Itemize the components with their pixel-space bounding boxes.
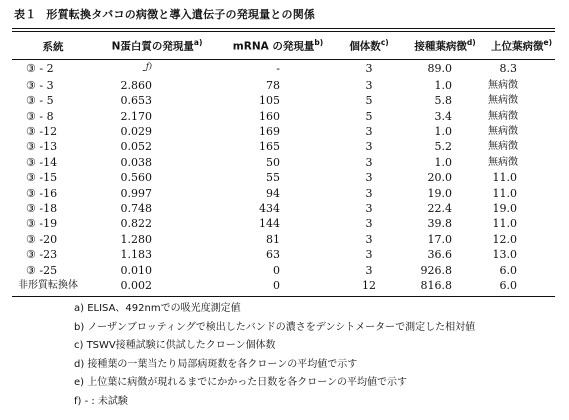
cell-mrna: 144 <box>259 217 280 231</box>
table-row <box>12 108 555 123</box>
cell-line: ③ -16 <box>26 186 58 200</box>
footnotes <box>74 300 475 411</box>
cell-inoculated: 1.0 <box>434 155 452 169</box>
cell-inoculated: 89.0 <box>427 61 452 75</box>
cell-individuals: 5 <box>365 109 373 123</box>
header-mrna: mRNA の発現量$^{b)}$ <box>232 38 324 53</box>
footnote-a: a) ELISA、492nmでの吸光度測定値 <box>74 303 241 314</box>
cell-inoculated: 19.0 <box>427 186 452 200</box>
cell-protein: 0.997 <box>120 186 152 200</box>
cell-inoculated: 20.0 <box>427 171 452 185</box>
cell-individuals: 3 <box>365 232 373 246</box>
cell-upper: 無病徴 <box>488 126 518 138</box>
cell-upper: 12.0 <box>492 232 517 246</box>
cell-inoculated: 926.8 <box>420 263 452 277</box>
cell-protein: 0.002 <box>120 278 152 292</box>
footnote-f: f) - : 未試験 <box>74 395 128 407</box>
cell-inoculated: 36.6 <box>427 248 452 262</box>
bottom-rule <box>12 296 555 297</box>
cell-mrna: 55 <box>266 171 280 185</box>
footnote-d: d) 接種葉の一葉当たり局部病斑数を各クローンの平均値で示す <box>74 358 358 370</box>
cell-protein: 0.038 <box>120 155 152 169</box>
footnote-b: b) ノーザンブロッティングで検出したバンドの濃さをデンシトメーターで測定した相対値 <box>74 321 476 333</box>
footnote-marker: f) <box>145 62 152 71</box>
table-row <box>12 232 555 247</box>
table-title: 形質転換タバコの病徴と導入遺伝子の発現量との関係 <box>46 8 316 21</box>
cell-mrna: 105 <box>259 94 280 108</box>
cell-line: ③ - 3 <box>26 78 54 92</box>
cell-protein: 0.052 <box>120 140 152 154</box>
cell-protein: 0.822 <box>120 217 152 231</box>
table-caption <box>14 6 315 22</box>
cell-protein: 2.170 <box>120 109 152 123</box>
cell-individuals: 3 <box>365 61 373 75</box>
header-inoculated: 接種葉病徴$^{d)}$ <box>414 38 476 53</box>
cell-individuals: 3 <box>365 263 373 277</box>
cell-individuals: 3 <box>365 248 373 262</box>
table-body <box>12 59 555 293</box>
cell-protein: 0.010 <box>120 263 152 277</box>
cell-upper: 8.3 <box>499 61 517 75</box>
cell-upper: 無病徴 <box>488 110 518 122</box>
cell-individuals: 3 <box>365 140 373 154</box>
table-row <box>12 247 555 262</box>
cell-individuals: 3 <box>365 171 373 185</box>
cell-line: ③ -23 <box>26 248 58 262</box>
cell-inoculated: 816.8 <box>420 278 452 292</box>
cell-line: 非形質転換体 <box>18 279 78 291</box>
cell-individuals: 3 <box>365 186 373 200</box>
cell-individuals: 3 <box>365 78 373 92</box>
cell-mrna: 81 <box>266 232 280 246</box>
top-rule <box>12 28 555 29</box>
header-upper: 上位葉病徴$^{e)}$ <box>490 38 552 53</box>
cell-individuals: 12 <box>362 278 376 292</box>
table-row <box>12 278 555 293</box>
cell-line: ③ -13 <box>26 140 58 154</box>
cell-mrna: 434 <box>259 201 280 215</box>
cell-individuals: 5 <box>365 94 373 108</box>
cell-line: ③ -25 <box>26 263 58 277</box>
footnote-e: e) 上位葉に病徴が現れるまでにかかった日数を各クローンの平均値で示す <box>74 377 408 388</box>
cell-mrna: 160 <box>259 109 280 123</box>
cell-individuals: 3 <box>365 155 373 169</box>
cell-mrna: - <box>276 61 280 75</box>
cell-upper: 6.0 <box>499 263 517 277</box>
cell-upper: 無病徴 <box>488 141 518 153</box>
data-table <box>12 33 555 293</box>
cell-protein: -$^{f)}$ <box>142 62 152 77</box>
cell-individuals: 3 <box>365 201 373 215</box>
table-row <box>12 93 555 108</box>
cell-mrna: 0 <box>273 278 280 292</box>
header-protein: N蛋白質の発現量$^{a)}$ <box>111 38 203 53</box>
cell-line: ③ - 8 <box>26 109 54 123</box>
table-row <box>12 262 555 277</box>
cell-mrna: 169 <box>259 125 280 139</box>
header-individuals: 個体数$^{c)}$ <box>349 38 389 53</box>
cell-protein: 2.860 <box>120 78 152 92</box>
cell-individuals: 3 <box>365 125 373 139</box>
cell-line: ③ -14 <box>26 155 58 169</box>
cell-upper: 無病徴 <box>488 156 518 168</box>
cell-upper: 13.0 <box>492 248 517 262</box>
table-row <box>12 155 555 170</box>
table-row <box>12 139 555 154</box>
table-row <box>12 78 555 93</box>
cell-inoculated: 22.4 <box>427 201 452 215</box>
cell-protein: 0.029 <box>120 125 152 139</box>
cell-upper: 11.0 <box>492 186 517 200</box>
cell-inoculated: 17.0 <box>427 232 452 246</box>
table-number: 表１ <box>14 8 37 21</box>
cell-mrna: 94 <box>266 186 280 200</box>
cell-upper: 19.0 <box>492 201 517 215</box>
table-row <box>12 170 555 185</box>
header-line: 系統 <box>42 40 64 53</box>
cell-mrna: 165 <box>259 140 280 154</box>
cell-protein: 1.183 <box>120 248 152 262</box>
cell-line: ③ - 5 <box>26 94 54 108</box>
footnote-c: c) TSWV接種試験に供試したクローン個体数 <box>74 340 276 351</box>
cell-protein: 0.748 <box>120 201 152 215</box>
cell-inoculated: 1.0 <box>434 125 452 139</box>
cell-upper: 6.0 <box>499 278 517 292</box>
cell-line: ③ -18 <box>26 201 58 215</box>
cell-mrna: 63 <box>266 248 280 262</box>
cell-inoculated: 1.0 <box>434 78 452 92</box>
cell-protein: 0.653 <box>120 94 152 108</box>
table-row <box>12 185 555 200</box>
cell-line: ③ -20 <box>26 232 58 246</box>
cell-mrna: 50 <box>266 155 280 169</box>
cell-line: ③ - 2 <box>26 61 54 75</box>
cell-upper: 11.0 <box>492 217 517 231</box>
cell-inoculated: 3.4 <box>434 109 452 123</box>
top-rule-inner <box>12 31 555 32</box>
cell-upper: 無病徴 <box>488 79 518 91</box>
cell-mrna: 0 <box>273 263 280 277</box>
cell-upper: 無病徴 <box>488 95 518 107</box>
cell-inoculated: 5.8 <box>434 94 452 108</box>
table-header-row <box>12 33 555 59</box>
cell-inoculated: 5.2 <box>434 140 452 154</box>
cell-individuals: 3 <box>365 217 373 231</box>
table-row <box>12 59 555 78</box>
cell-line: ③ -12 <box>26 125 58 139</box>
cell-protein: 1.280 <box>120 232 152 246</box>
table-row <box>12 201 555 216</box>
table-row <box>12 216 555 231</box>
cell-protein: 0.560 <box>120 171 152 185</box>
cell-line: ③ -15 <box>26 171 58 185</box>
cell-mrna: 78 <box>266 78 280 92</box>
cell-inoculated: 39.8 <box>427 217 452 231</box>
table-row <box>12 124 555 139</box>
cell-line: ③ -19 <box>26 217 58 231</box>
cell-upper: 11.0 <box>492 171 517 185</box>
